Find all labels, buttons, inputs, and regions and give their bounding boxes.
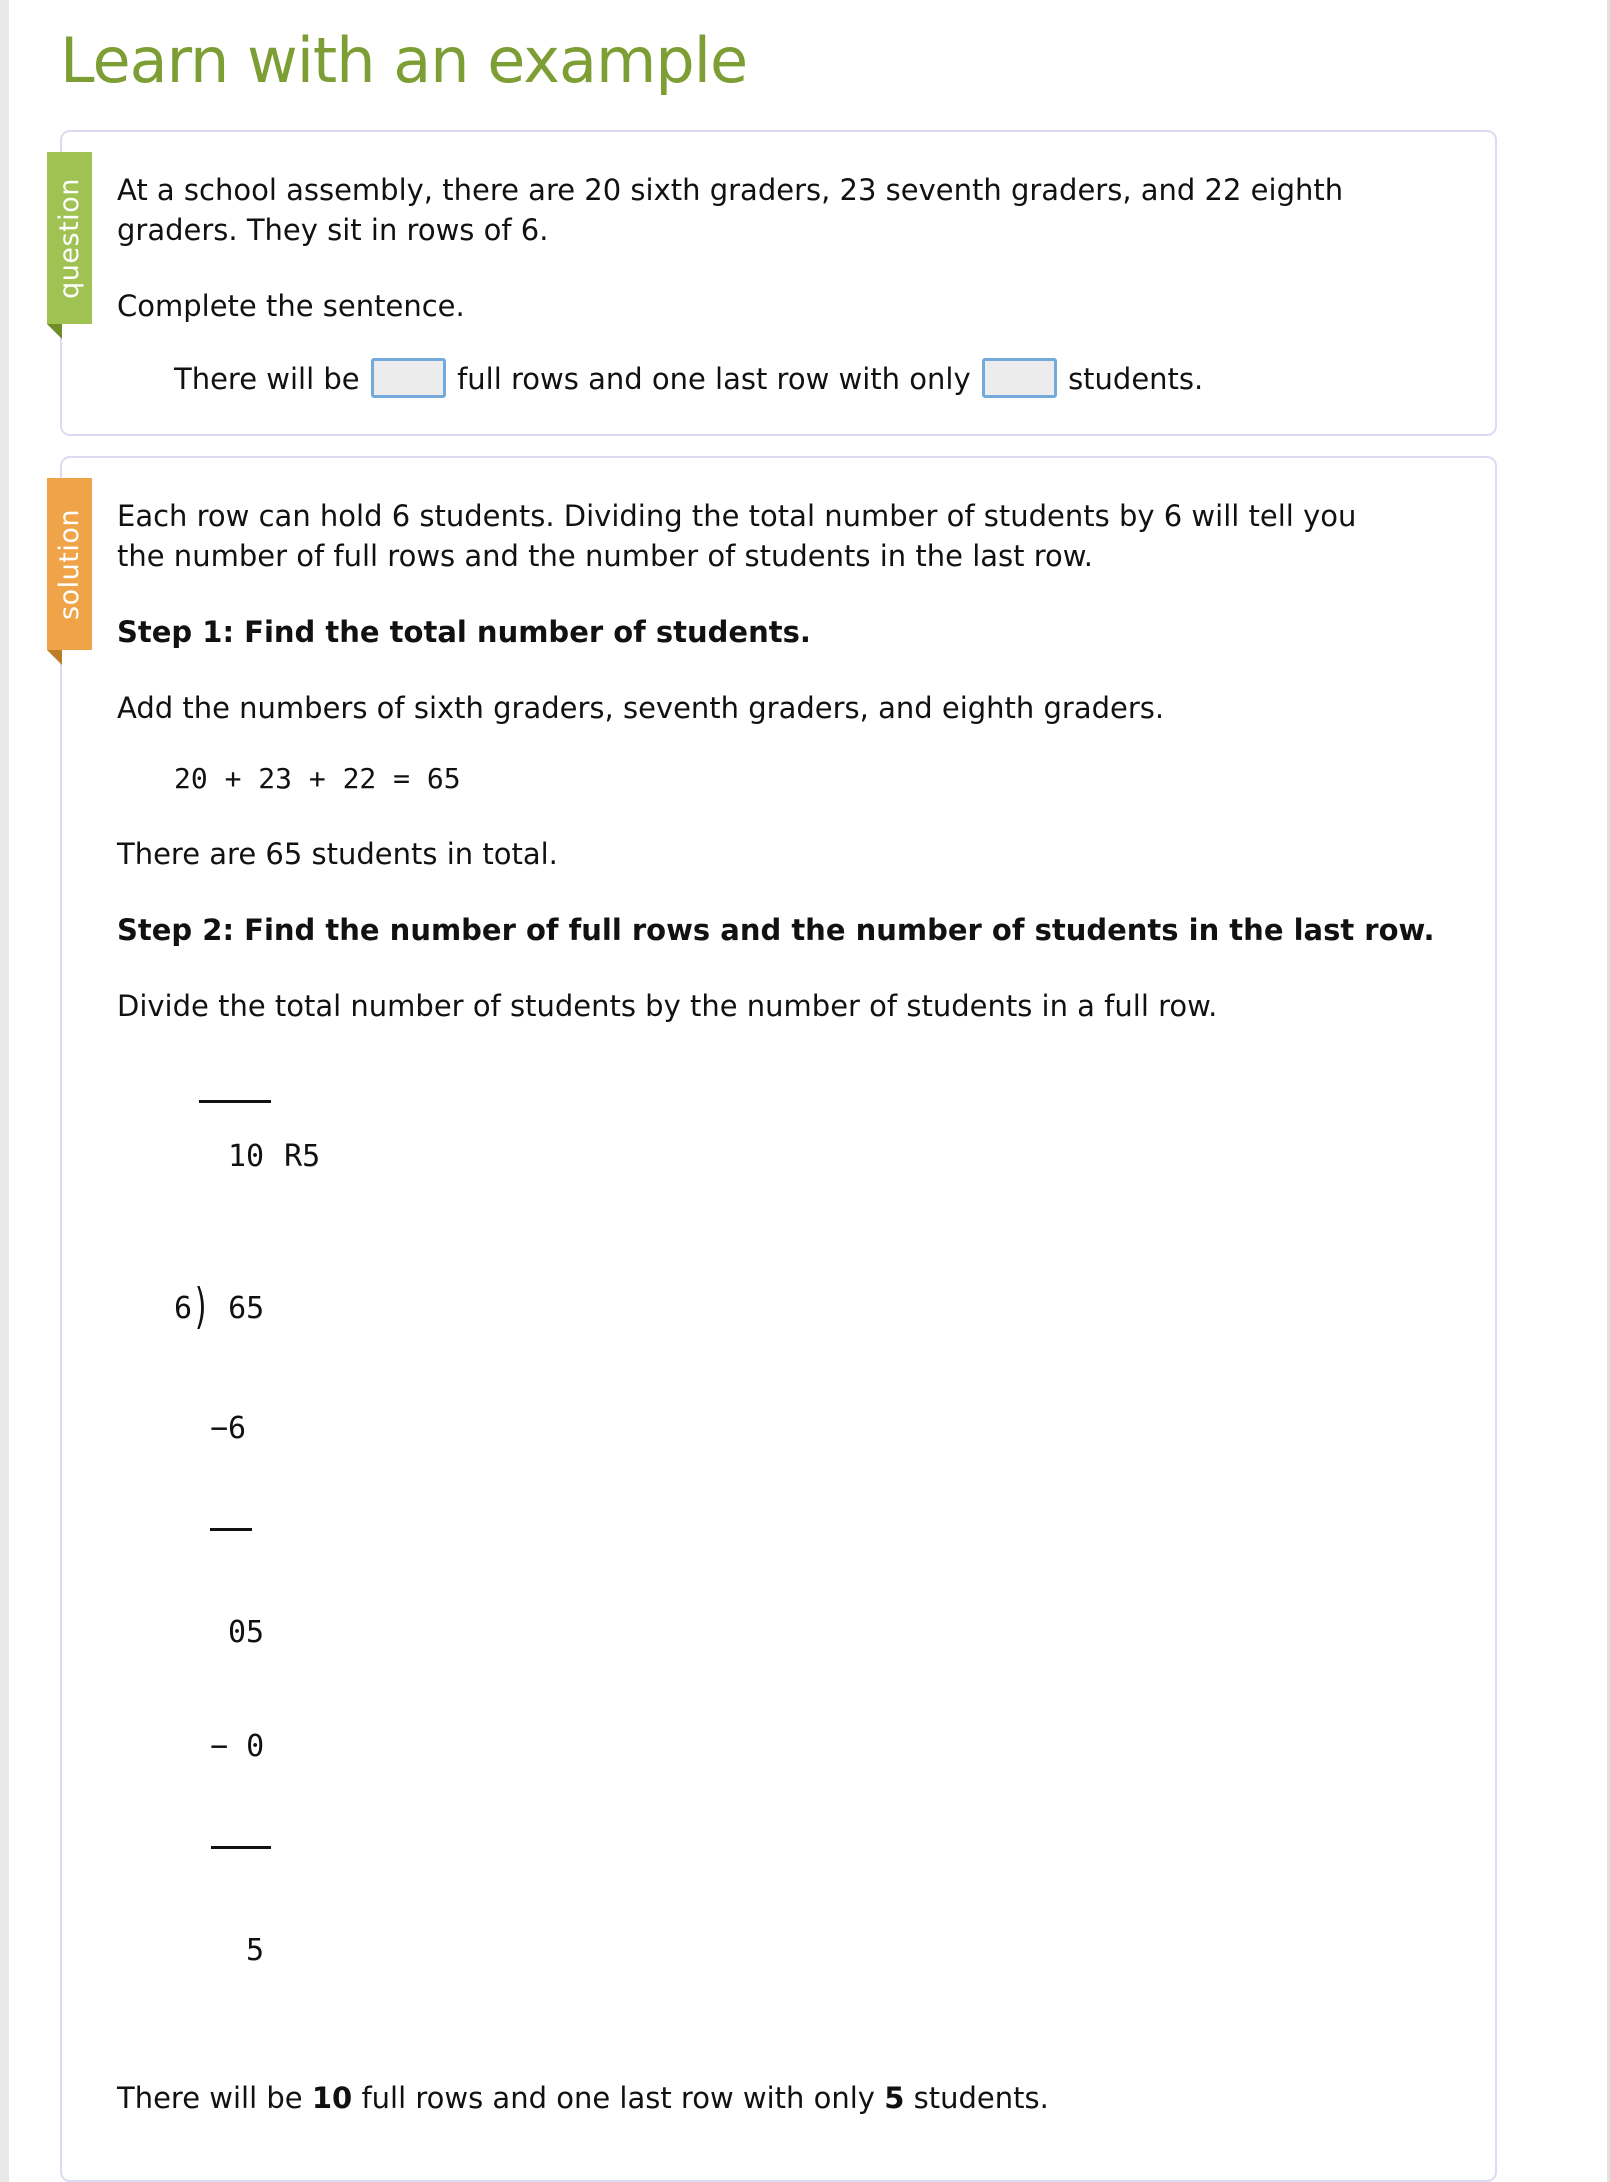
division-bracket: ) — [192, 1279, 211, 1336]
division-divisor: 6 — [174, 1291, 193, 1326]
division-main-row — [174, 1279, 514, 1336]
division-dividend: 65 — [228, 1291, 265, 1326]
page-left-edge — [0, 0, 9, 2182]
conclusion-part-2: full rows and one last row with only — [361, 2081, 875, 2115]
division-vinculum — [199, 1100, 271, 1103]
division-rule-1 — [210, 1528, 252, 1531]
solution-tab-ribbon — [47, 478, 92, 650]
sentence-part-2: full rows and one last row with only — [457, 362, 971, 396]
question-tab-ribbon — [47, 152, 92, 324]
division-subtract-1: −6 — [210, 1411, 247, 1446]
solution-intro: Each row can hold 6 students. Dividing the total number of students by 6 will tell you the number of full rows and the number of students in the last row. — [117, 499, 1357, 573]
students-input[interactable] — [982, 358, 1057, 398]
solution-card — [54, 456, 1497, 2182]
question-instruction: Complete the sentence. — [117, 289, 465, 323]
step1-result: There are 65 students in total. — [117, 837, 558, 871]
full-rows-input[interactable] — [371, 358, 446, 398]
division-quotient: 10 — [228, 1139, 265, 1174]
division-quotient-row — [228, 1138, 514, 1176]
sentence-part-1: There will be — [174, 362, 360, 396]
division-subtract-2: − 0 — [210, 1729, 265, 1764]
conclusion-part-3: students. — [913, 2081, 1049, 2115]
solution-tab-label: solution — [54, 508, 86, 620]
solution-ribbon-fold — [47, 650, 62, 665]
step2-text: Divide the total number of students by the number of students in a full row. — [117, 989, 1218, 1023]
addition-equation: 20 + 23 + 22 = 65 — [174, 762, 461, 795]
question-ribbon-fold — [47, 324, 62, 339]
long-division — [174, 1062, 514, 2046]
division-partial: 05 — [228, 1615, 265, 1650]
answer-sentence — [174, 356, 1465, 402]
question-card — [54, 130, 1497, 436]
conclusion-students-left: 5 — [884, 2081, 905, 2115]
conclusion-sentence — [117, 2078, 1465, 2118]
step2-heading: Step 2: Find the number of full rows and the number of students in the last row. — [117, 913, 1435, 947]
page-title: Learn with an example — [60, 24, 748, 97]
question-prompt: At a school assembly, there are 20 sixth graders, 23 seventh graders, and 22 eighth graders. They sit in rows of 6. — [117, 173, 1344, 247]
division-remainder-label: R5 — [284, 1139, 321, 1174]
conclusion-part-1: There will be — [117, 2081, 303, 2115]
division-rule-2 — [211, 1846, 271, 1849]
conclusion-full-rows: 10 — [311, 2081, 353, 2115]
step1-heading: Step 1: Find the total number of students. — [117, 615, 811, 649]
sentence-part-3: students. — [1068, 362, 1204, 396]
step1-text: Add the numbers of sixth graders, seventh graders, and eighth graders. — [117, 691, 1165, 725]
division-final-remainder: 5 — [246, 1933, 265, 1968]
question-tab-label: question — [54, 177, 85, 299]
